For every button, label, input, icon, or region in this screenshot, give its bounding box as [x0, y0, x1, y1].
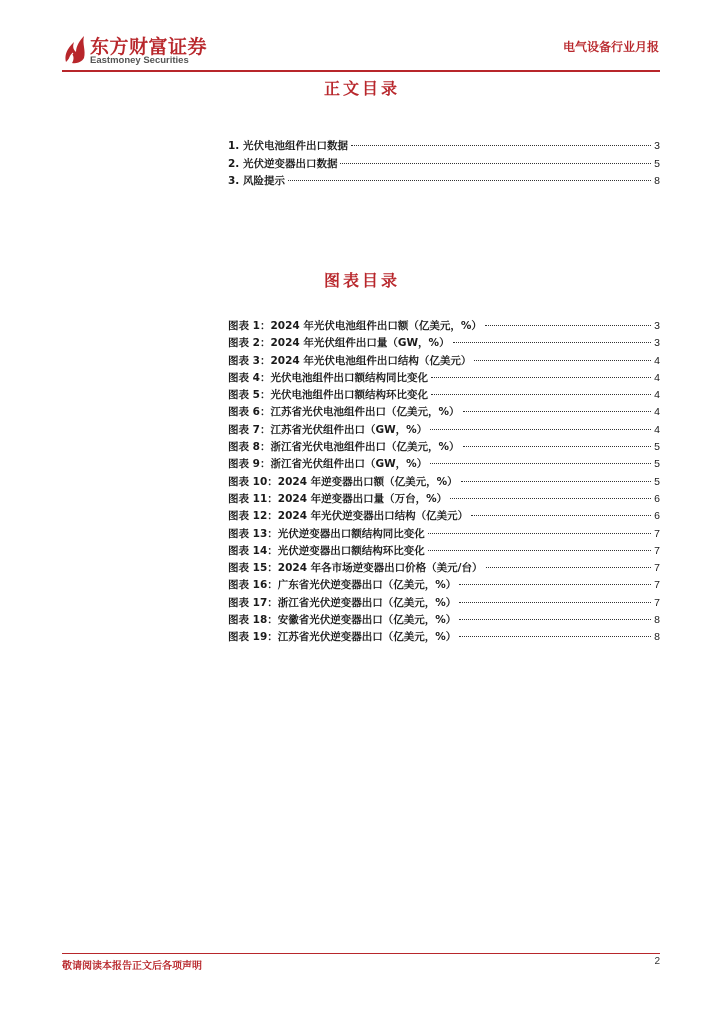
- figure-entry-page: 3: [654, 320, 660, 332]
- page-number: 2: [654, 956, 660, 967]
- figure-entry-number: 图表 11：: [228, 492, 278, 505]
- flame-logo-icon: [62, 34, 88, 64]
- figure-entry-number: 图表 1：: [228, 320, 271, 332]
- dot-leader: [351, 145, 651, 146]
- figure-entry-number: 图表 2：: [228, 337, 271, 350]
- toc-entry-page: 3: [654, 140, 660, 152]
- figure-entry-page: 6: [654, 492, 660, 505]
- figure-entry-label: 2024 年光伏电池组件出口结构（亿美元）: [270, 354, 472, 367]
- figure-entry-label: 浙江省光伏电池组件出口（亿美元，%）: [270, 441, 460, 454]
- figure-entry-page: 4: [654, 423, 660, 436]
- figure-entry-number: 图表 15：: [228, 562, 278, 575]
- figure-entry-page: 8: [654, 631, 660, 644]
- figure-entry[interactable]: [228, 474, 660, 491]
- figure-entry-number: 图表 6：: [228, 406, 271, 419]
- figure-entry-number: 图表 5：: [228, 389, 271, 402]
- figure-entry-page: 7: [654, 527, 660, 540]
- toc-entry[interactable]: [228, 156, 660, 174]
- figure-entry-number: 图表 17：: [228, 596, 278, 609]
- figure-entry-page: 7: [654, 562, 660, 575]
- figure-entry-page: 3: [654, 337, 660, 350]
- figures-heading: 图表目录: [323, 271, 400, 290]
- figure-list: [228, 318, 660, 647]
- figure-entry-number: 图表 19：: [228, 631, 278, 644]
- dot-leader: [459, 602, 651, 603]
- figure-entry[interactable]: [228, 456, 660, 473]
- figure-entry[interactable]: [228, 629, 660, 646]
- page-header: [0, 0, 724, 72]
- figure-entry-number: 图表 13：: [228, 527, 278, 540]
- dot-leader: [463, 411, 652, 412]
- toc-entry-label: 3. 风险提示: [228, 175, 285, 187]
- figure-entry[interactable]: [228, 577, 660, 594]
- dot-leader: [428, 550, 651, 551]
- figure-entry-label: 安徽省光伏逆变器出口（亿美元，%）: [277, 614, 457, 627]
- figure-entry-page: 4: [654, 371, 660, 384]
- figure-entry[interactable]: [228, 439, 660, 456]
- figure-entry[interactable]: [228, 508, 660, 525]
- figure-entry-label: 光伏逆变器出口额结构环比变化: [277, 544, 425, 557]
- dot-leader: [474, 360, 651, 361]
- toc-entry[interactable]: [228, 173, 660, 191]
- figure-entry-label: 2024 年光伏逆变器出口结构（亿美元）: [277, 510, 469, 523]
- figure-entry-page: 4: [654, 354, 660, 367]
- figure-entry-number: 图表 16：: [228, 579, 278, 592]
- figure-entry-page: 8: [654, 614, 660, 627]
- figure-entry-label: 光伏电池组件出口额结构环比变化: [270, 389, 428, 402]
- figure-entry[interactable]: [228, 560, 660, 577]
- toc-entry-page: 5: [654, 157, 660, 170]
- toc-heading: 正文目录: [323, 79, 400, 98]
- figure-entry-number: 图表 4：: [228, 371, 271, 384]
- toc-list: [228, 138, 660, 191]
- header-divider: [62, 70, 660, 72]
- figure-entry-number: 图表 10：: [228, 475, 278, 488]
- figure-entry-page: 7: [654, 596, 660, 609]
- figure-entry-page: 7: [654, 579, 660, 592]
- dot-leader: [430, 463, 651, 464]
- dot-leader: [431, 377, 651, 378]
- figure-entry-label: 2024 年逆变器出口量（万台，%）: [277, 492, 448, 505]
- figure-entry[interactable]: [228, 353, 660, 370]
- report-type: 电气设备行业月报: [562, 40, 659, 54]
- figure-entry[interactable]: [228, 595, 660, 612]
- figure-entry-number: 图表 12：: [228, 510, 278, 523]
- figure-entry-label: 光伏逆变器出口额结构同比变化: [277, 527, 425, 540]
- figure-entry-page: 4: [654, 389, 660, 402]
- figure-entry-label: 浙江省光伏逆变器出口（亿美元，%）: [277, 596, 457, 609]
- dot-leader: [288, 180, 651, 181]
- figure-entry[interactable]: [228, 422, 660, 439]
- toc-entry-label: 2. 光伏逆变器出口数据: [228, 157, 338, 170]
- brand-name-en: Eastmoney Securities: [90, 55, 189, 66]
- figure-entry-page: 6: [654, 510, 660, 523]
- figure-entry[interactable]: [228, 526, 660, 543]
- figure-entry[interactable]: [228, 543, 660, 560]
- figure-entry-number: 图表 14：: [228, 544, 278, 557]
- figure-entry-label: 2024 年逆变器出口额（亿美元，%）: [277, 475, 458, 488]
- dot-leader: [428, 533, 651, 534]
- dot-leader: [463, 446, 652, 447]
- toc-entry-label: 1. 光伏电池组件出口数据: [228, 140, 348, 152]
- figure-entry-label: 江苏省光伏电池组件出口（亿美元，%）: [270, 406, 460, 419]
- toc-entry-page: 8: [654, 175, 660, 187]
- figure-entry[interactable]: [228, 491, 660, 508]
- dot-leader: [471, 515, 651, 516]
- figure-entry[interactable]: [228, 335, 660, 352]
- figure-entry-number: 图表 8：: [228, 441, 271, 454]
- figure-entry-page: 4: [654, 406, 660, 419]
- figure-entry-label: 2024 年各市场逆变器出口价格（美元/台）: [277, 562, 483, 575]
- dot-leader: [450, 498, 651, 499]
- dot-leader: [340, 163, 651, 164]
- dot-leader: [459, 584, 651, 585]
- figure-entry-page: 7: [654, 544, 660, 557]
- figure-entry-page: 5: [654, 475, 660, 488]
- figure-entry-label: 江苏省光伏逆变器出口（亿美元，%）: [277, 631, 457, 644]
- figure-entry-label: 光伏电池组件出口额结构同比变化: [270, 371, 428, 384]
- brand-logo: [62, 32, 222, 70]
- dot-leader: [459, 619, 651, 620]
- footer-disclaimer: 敬请阅读本报告正文后各项声明: [62, 961, 202, 972]
- figure-entry-page: 5: [654, 458, 660, 471]
- footer-divider: [62, 953, 660, 954]
- figure-entry-label: 浙江省光伏组件出口（GW，%）: [270, 458, 428, 471]
- figure-entry-number: 图表 7：: [228, 423, 271, 436]
- figure-entry-label: 江苏省光伏组件出口（GW，%）: [270, 423, 428, 436]
- figure-entry[interactable]: [228, 404, 660, 421]
- figure-entry[interactable]: [228, 612, 660, 629]
- figure-entry-label: 广东省光伏逆变器出口（亿美元，%）: [277, 579, 457, 592]
- brand-name-cn: 东方财富证券: [90, 36, 208, 58]
- figure-entry[interactable]: [228, 318, 660, 335]
- dot-leader: [461, 481, 651, 482]
- dot-leader: [459, 636, 651, 637]
- dot-leader: [485, 325, 651, 326]
- toc-entry[interactable]: [228, 138, 660, 156]
- dot-leader: [453, 342, 652, 343]
- figure-entry-page: 5: [654, 441, 660, 454]
- figure-entry-number: 图表 3：: [228, 354, 271, 367]
- figure-entry[interactable]: [228, 387, 660, 404]
- dot-leader: [486, 567, 652, 568]
- dot-leader: [430, 429, 651, 430]
- figure-entry-label: 2024 年光伏组件出口量（GW，%）: [270, 337, 450, 350]
- dot-leader: [431, 394, 651, 395]
- figure-entry[interactable]: [228, 370, 660, 387]
- figure-entry-number: 图表 18：: [228, 614, 278, 627]
- figure-entry-label: 2024 年光伏电池组件出口额（亿美元，%）: [270, 320, 482, 332]
- figure-entry-number: 图表 9：: [228, 458, 271, 471]
